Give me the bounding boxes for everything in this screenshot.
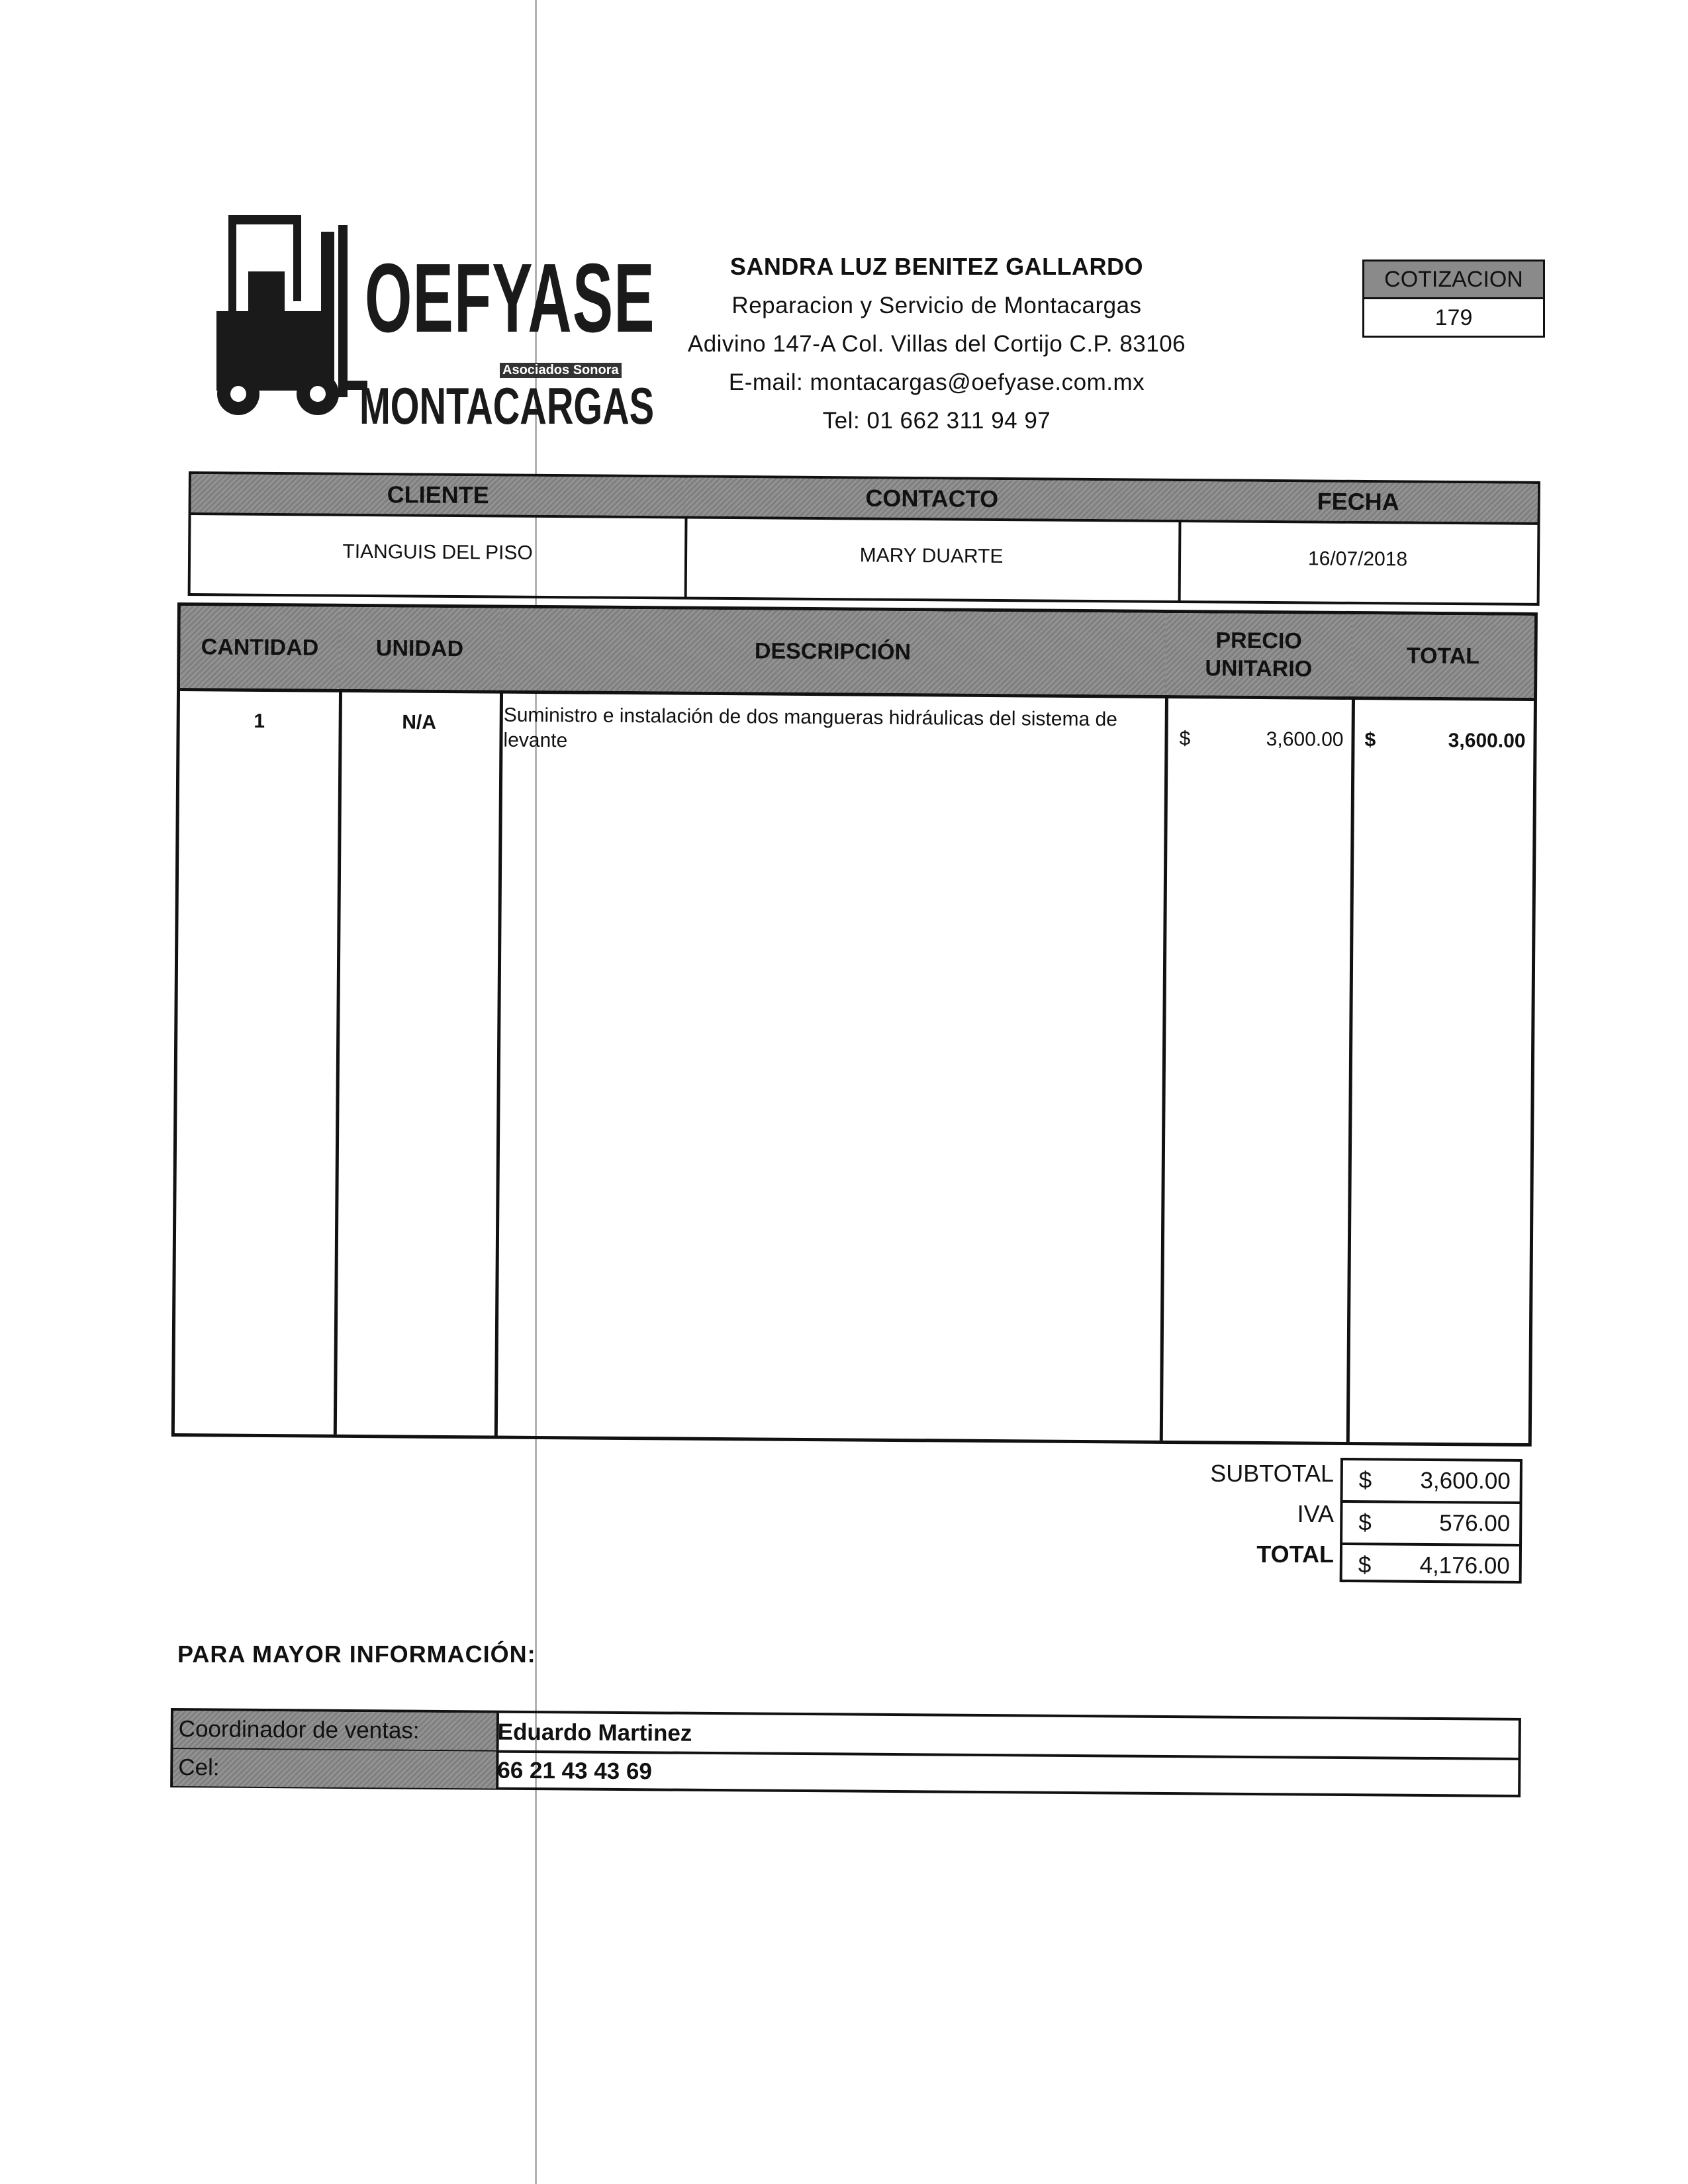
- company-email: E-mail: montacargas@oefyase.com.mx: [728, 369, 1145, 395]
- unit-column: [334, 607, 504, 1436]
- iva-label: IVA: [1297, 1500, 1334, 1527]
- company-address: Adivino 147-A Col. Villas del Cortijo C.P. 83106: [687, 331, 1186, 357]
- contact-header: CONTACTO: [684, 477, 1178, 522]
- client-header: CLIENTE: [191, 474, 685, 518]
- quote-label: COTIZACION: [1364, 261, 1543, 299]
- logo-montacargas-text: MONTACARGAS: [359, 377, 655, 435]
- company-service: Reparacion y Servicio de Montacargas: [731, 293, 1142, 318]
- table-row-description: Suministro e instalación de dos mangueras hidráulicas del sistema de levante: [503, 704, 1118, 751]
- grand-total-value: 4,176.00: [1419, 1552, 1510, 1579]
- logo-tagline: Asociados Sonora: [500, 363, 622, 378]
- client-value: TIANGUIS DEL PISO: [342, 540, 533, 564]
- unit-price-header-line1: PRECIO: [1215, 627, 1302, 653]
- currency-symbol: $: [1364, 729, 1376, 751]
- cel-value: 66 21 43 43 69: [497, 1757, 653, 1785]
- unit-price-value: 3,600.00: [1266, 728, 1344, 751]
- table-row-unit-price: [1164, 698, 1352, 751]
- currency-symbol: $: [1358, 1552, 1372, 1578]
- unit-price-header-line2: UNITARIO: [1205, 655, 1313, 682]
- forklift-icon: [209, 212, 367, 417]
- subtotal-label: SUBTOTAL: [1210, 1460, 1334, 1487]
- currency-symbol: $: [1179, 728, 1191, 750]
- grand-total-label: TOTAL: [1256, 1541, 1334, 1568]
- table-row-quantity: 1: [254, 710, 265, 732]
- client-column: [191, 474, 688, 596]
- contact-column: [684, 477, 1182, 600]
- subtotal-value: 3,600.00: [1420, 1467, 1511, 1494]
- coordinator-label: Coordinador de ventas:: [173, 1711, 499, 1750]
- currency-symbol: $: [1358, 1509, 1372, 1536]
- quantity-column: [175, 606, 343, 1435]
- quote-number-box: [1362, 260, 1545, 338]
- currency-symbol: $: [1358, 1467, 1372, 1494]
- client-info-table: [188, 471, 1540, 606]
- quote-number: 179: [1434, 305, 1473, 330]
- total-column: [1346, 614, 1534, 1443]
- quantity-header: CANTIDAD: [180, 606, 340, 692]
- date-header: FECHA: [1178, 481, 1537, 525]
- grand-total-row: [1342, 1545, 1519, 1586]
- company-name: SANDRA LUZ BENITEZ GALLARDO: [729, 253, 1144, 280]
- totals-box: [1340, 1458, 1523, 1584]
- company-logo: [209, 212, 655, 435]
- line-total-value: 3,600.00: [1448, 730, 1526, 752]
- logo-brand-text: OEFYASE: [365, 244, 655, 353]
- date-column: [1178, 481, 1538, 603]
- table-row-total: [1351, 700, 1534, 753]
- iva-value: 576.00: [1439, 1510, 1511, 1537]
- unit-header: UNIDAD: [339, 607, 500, 694]
- more-info-heading: PARA MAYOR INFORMACIÓN:: [177, 1640, 536, 1668]
- date-value: 16/07/2018: [1307, 547, 1408, 571]
- unit-price-header: [1165, 613, 1352, 700]
- description-header: DESCRIPCIÓN: [500, 608, 1166, 698]
- company-phone: Tel: 01 662 311 94 97: [822, 408, 1051, 434]
- items-table: [171, 602, 1538, 1447]
- sales-contact-table: [170, 1708, 1521, 1797]
- contact-value: MARY DUARTE: [859, 544, 1004, 568]
- total-header: TOTAL: [1352, 614, 1534, 701]
- unit-price-column: [1160, 613, 1356, 1442]
- iva-row: [1342, 1503, 1519, 1546]
- description-column: [494, 608, 1169, 1441]
- table-row-unit: N/A: [402, 711, 437, 734]
- cel-label: Cel:: [173, 1749, 498, 1789]
- coordinator-name: Eduardo Martinez: [497, 1719, 692, 1746]
- subtotal-row: [1343, 1460, 1520, 1504]
